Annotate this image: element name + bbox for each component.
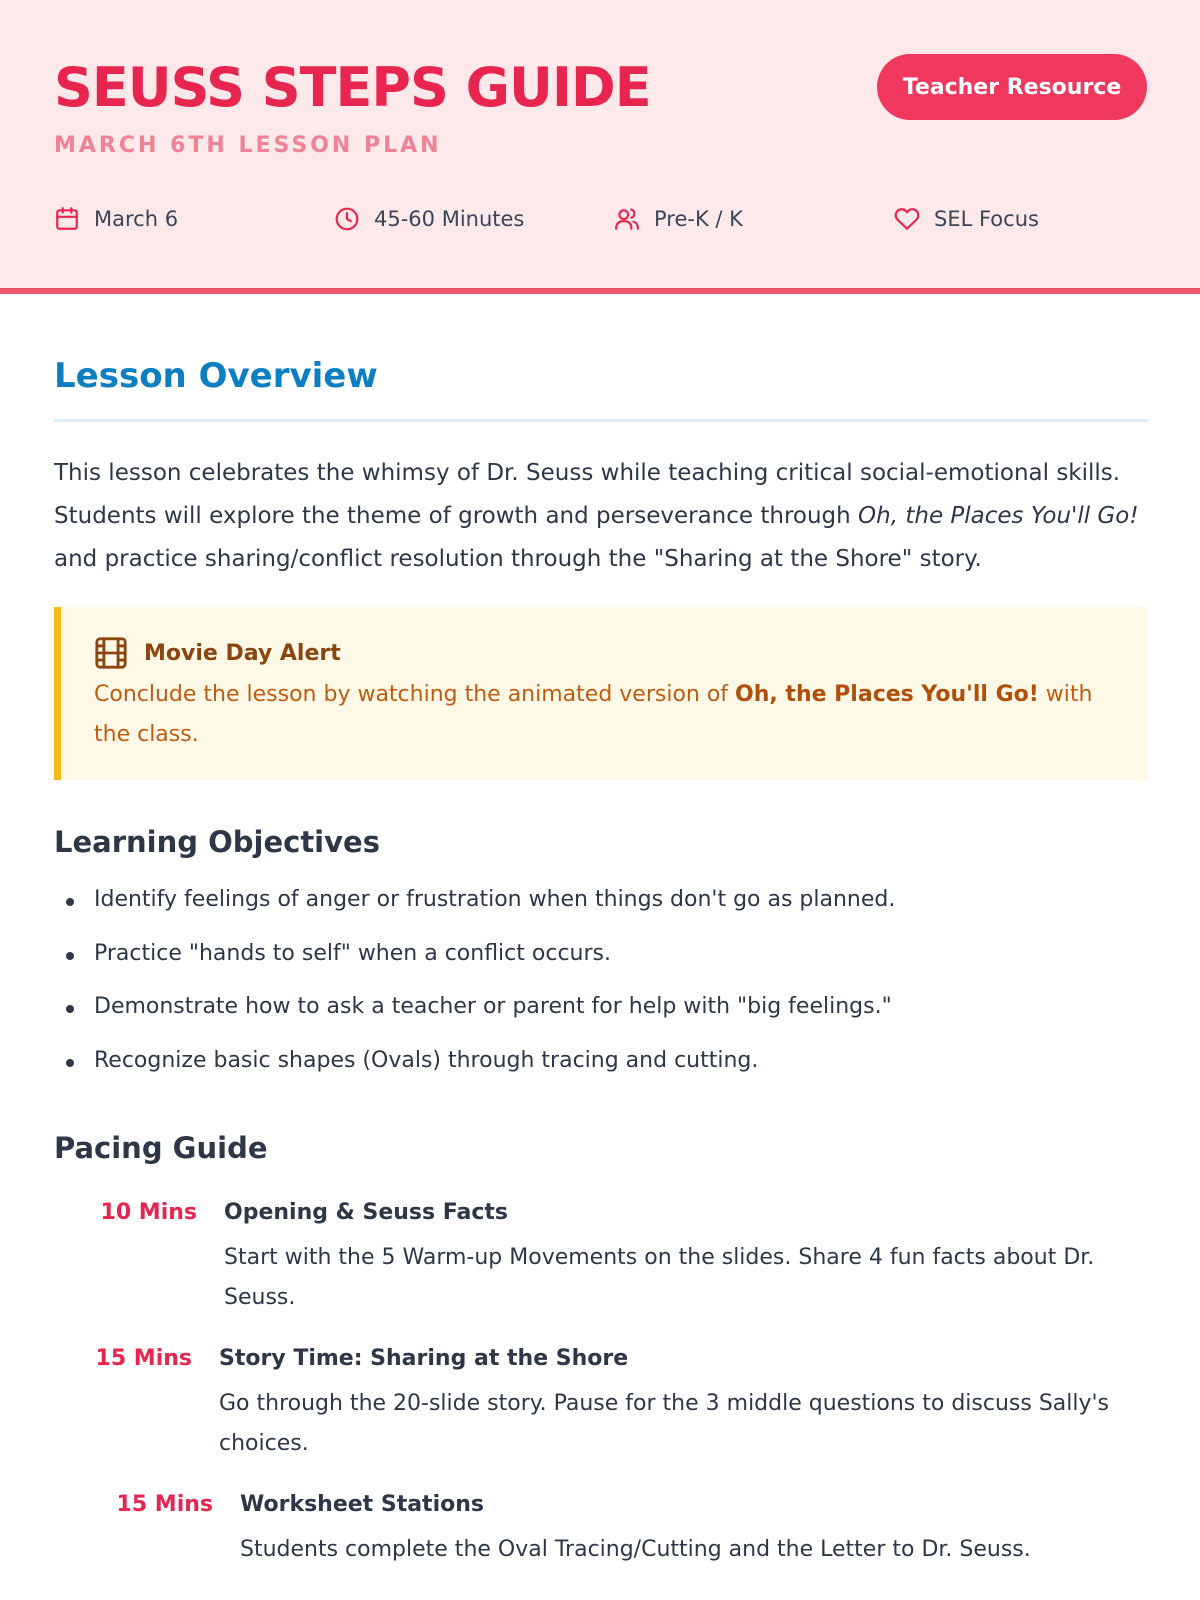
alert-title: Movie Day Alert [144, 640, 341, 666]
pacing-time: 10 Mins [100, 1200, 197, 1225]
learning-objectives-heading: Learning Objectives [54, 825, 380, 859]
objective-item: Demonstrate how to ask a teacher or parent for help with "big feelings." [54, 992, 1148, 1046]
alert-book-title: Oh, the Places You'll Go! [735, 682, 1039, 707]
meta-focus [894, 206, 1039, 232]
pacing-description: Go through the 20-slide story. Pause for the 3 middle questions to discuss Sally's choices. [219, 1391, 1110, 1456]
meta-grade-label: Pre-K / K [654, 207, 743, 231]
overview-text-part-2: and practice sharing/conflict resolution through the "Sharing at the Shore" story. [54, 546, 982, 572]
objective-item: Recognize basic shapes (Ovals) through tracing and cutting. [54, 1046, 1148, 1100]
lesson-overview-heading: Lesson Overview [54, 356, 378, 396]
pacing-description: Students complete the Oval Tracing/Cutting and the Letter to Dr. Seuss. [240, 1537, 1031, 1562]
section-divider [54, 419, 1148, 422]
alert-body [94, 675, 1104, 755]
meta-focus-label: SEL Focus [934, 207, 1039, 231]
meta-grade [614, 206, 743, 232]
users-icon [614, 206, 640, 232]
meta-duration-label: 45-60 Minutes [374, 207, 525, 231]
clock-icon [334, 206, 360, 232]
meta-date-label: March 6 [94, 207, 179, 231]
pacing-time: 15 Mins [95, 1346, 192, 1371]
pacing-guide-heading: Pacing Guide [54, 1131, 268, 1165]
page-header [0, 0, 1200, 294]
meta-date [54, 206, 178, 232]
pacing-time: 15 Mins [116, 1492, 213, 1517]
objectives-list [54, 885, 1148, 1099]
overview-book-title: Oh, the Places You'll Go! [858, 503, 1139, 529]
film-icon [94, 636, 128, 670]
objective-item: Identify feelings of anger or frustration when things don't go as planned. [54, 885, 1148, 939]
lesson-overview-text [54, 452, 1154, 581]
pacing-title: Opening & Seuss Facts [224, 1200, 509, 1225]
overview-text-part-1: This lesson celebrates the whimsy of Dr. Seuss while teaching critical social-emotional skills. Students will explore the theme of growth and perseverance through [54, 460, 1121, 529]
page-title: SEUSS STEPS GUIDE [54, 56, 651, 119]
pacing-description: Start with the 5 Warm-up Movements on the slides. Share 4 fun facts about Dr. Seuss. [224, 1245, 1095, 1310]
teacher-resource-badge[interactable]: Teacher Resource [877, 54, 1147, 120]
page-subtitle: MARCH 6TH LESSON PLAN [54, 133, 442, 158]
meta-duration [334, 206, 524, 232]
calendar-icon [54, 206, 80, 232]
movie-day-alert [54, 607, 1148, 780]
heart-icon [894, 206, 920, 232]
alert-text-part-2: with the class. [94, 682, 1093, 747]
pacing-title: Story Time: Sharing at the Shore [219, 1346, 629, 1371]
alert-header [94, 636, 341, 670]
pacing-title: Worksheet Stations [240, 1492, 484, 1517]
objective-item: Practice "hands to self" when a conflict occurs. [54, 939, 1148, 993]
alert-text-part-1: Conclude the lesson by watching the animated version of [94, 682, 736, 707]
